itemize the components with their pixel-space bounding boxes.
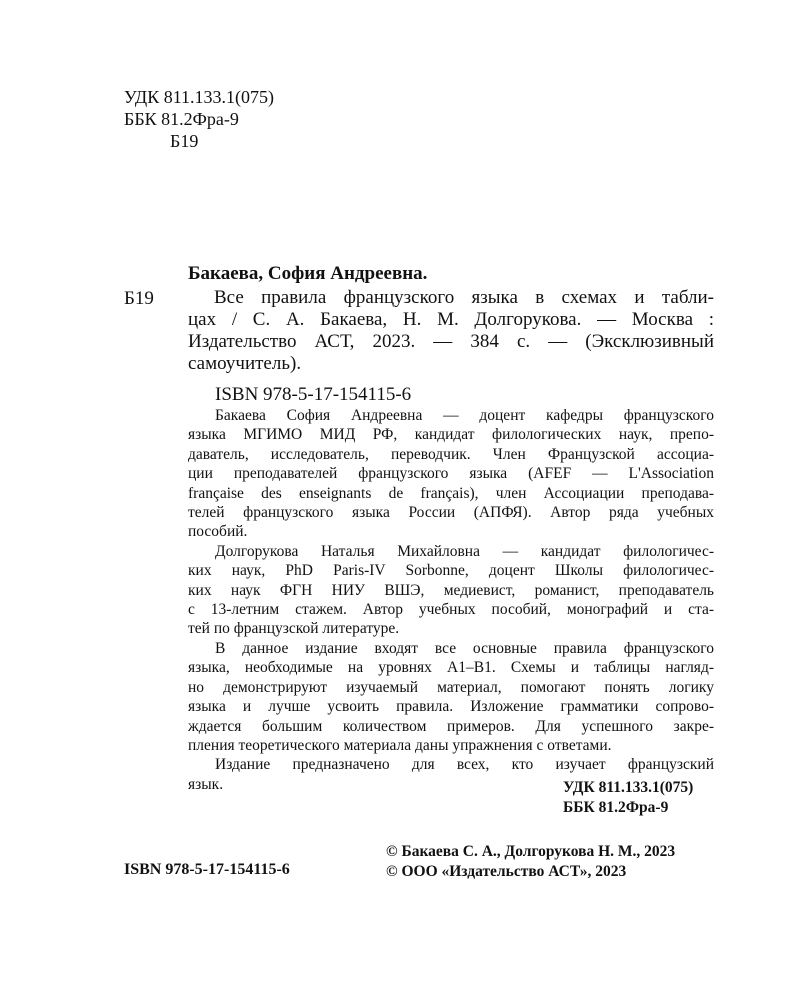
- copyright-block: [386, 842, 675, 882]
- author-mark: Б19: [170, 131, 199, 151]
- annotation-paragraph-content: [188, 639, 714, 755]
- annotation-paragraph-dolgorukova: [188, 542, 714, 639]
- annotation-line: В данное издание входят все основные правила французского: [215, 639, 714, 657]
- title-line: самоучитель).: [188, 353, 302, 374]
- bbk-code-bottom: ББК 81.2Фра-9: [563, 799, 669, 816]
- udk-code: УДК 811.133.1(075): [124, 87, 275, 107]
- annotation-line: ких наук ФГН НИУ ВШЭ, медиевист, романист, преподаватель: [188, 581, 714, 599]
- annotation-line: ких наук, PhD Paris-IV Sorbonne, доцент Школы филологичес-: [188, 562, 714, 580]
- annotation-line: но демонстрируют изучаемый материал, помогают понять логику: [188, 678, 714, 696]
- annotation-line: с 13-летним стажем. Автор учебных пособий, монографий и ста-: [188, 601, 714, 619]
- title-line: Издательство АСТ, 2023. — 384 с. — (Эксклюзивный: [188, 331, 714, 352]
- bottom-classification-codes: [563, 778, 693, 818]
- annotation-line: Долгорукова Наталья Михайловна — кандидат филологичес-: [215, 542, 714, 560]
- annotation-line: языка, необходимые на уровнях A1–B1. Схемы и таблицы нагляд-: [188, 659, 714, 677]
- copyright-publisher: © ООО «Издательство АСТ», 2023: [386, 863, 627, 880]
- annotation-line: язык.: [188, 775, 224, 793]
- isbn-bottom: ISBN 978-5-17-154115-6: [124, 861, 290, 878]
- bibliographic-description: [188, 287, 714, 375]
- annotation-line: française des enseignants de français), член Ассоциации преподава-: [188, 484, 714, 502]
- annotation-line: даватель, исследователь, переводчик. Член Французской ассоциа-: [188, 445, 714, 463]
- copyright-authors: © Бакаева С. А., Долгорукова Н. М., 2023: [386, 843, 676, 860]
- bbk-code: ББК 81.2Фра-9: [124, 109, 239, 129]
- annotation-line: телей французского языка России (АПФЯ). Автор ряда учебных: [188, 504, 714, 522]
- annotation-line: тей по французской литературе.: [188, 620, 400, 638]
- annotation-line: ждается большим количеством примеров. Для успешного закре-: [188, 717, 714, 735]
- udk-code-bottom: УДК 811.133.1(075): [563, 779, 694, 796]
- author-heading: Бакаева, София Андреевна.: [188, 263, 428, 284]
- title-line: цах / С. А. Бакаева, Н. М. Долгорукова. — Москва :: [188, 309, 714, 330]
- isbn-main: ISBN 978-5-17-154115-6: [215, 384, 412, 405]
- annotation-line: языка и лучше усвоить правила. Изложение грамматики сопрово-: [188, 698, 714, 716]
- top-classification-codes: [124, 86, 274, 152]
- side-author-mark: Б19: [124, 288, 154, 309]
- annotation-line: Издание предназначено для всех, кто изучает французский: [215, 756, 714, 774]
- annotation-line: пособий.: [188, 523, 248, 541]
- title-line: Все правила французского языка в схемах и табли-: [214, 287, 714, 308]
- annotation-paragraph-bakaeva: [188, 406, 714, 542]
- annotation-line: языка МГИМО МИД РФ, кандидат филологических наук, препо-: [188, 426, 714, 444]
- annotation-line: пления теоретического материала даны упражнения с ответами.: [188, 736, 612, 754]
- annotation: [188, 406, 714, 794]
- annotation-line: ции преподавателей французского языка (AFEF — L'Association: [188, 465, 714, 483]
- annotation-line: Бакаева София Андреевна — доцент кафедры французского: [215, 407, 714, 424]
